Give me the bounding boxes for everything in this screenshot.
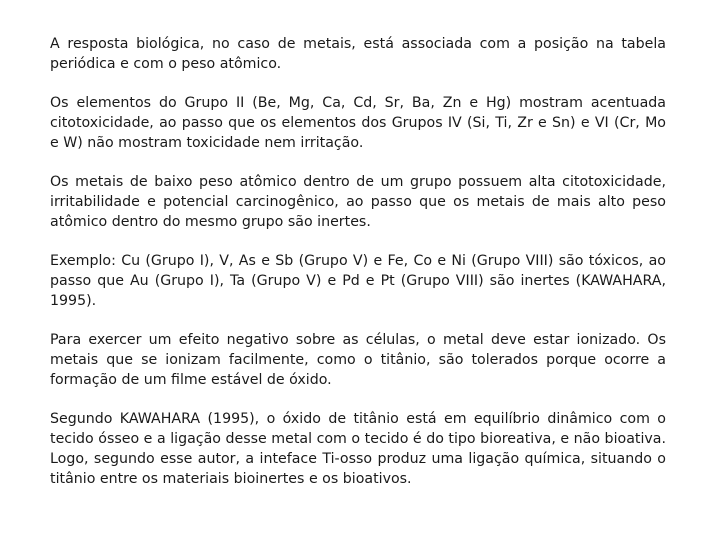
paragraph-metal-biological-response: A resposta biológica, no caso de metais, está associada com a posição na tabela periódica e com o peso atômico. [50,36,666,72]
paragraph-ionization: Para exercer um efeito negativo sobre as células, o metal deve estar ionizado. Os metais que se ionizam facilmente, como o titânio, são tolerados porque ocorre a formação de um filme estável de óxido. [50,332,666,388]
paragraph-group-cytotoxicity: Os elementos do Grupo II (Be, Mg, Ca, Cd, Sr, Ba, Zn e Hg) mostram acentuada citotoxicidade, ao passo que os elementos dos Grupos IV (Si, Ti, Zr e Sn) e VI (Cr, Mo e W) não mostram toxicidade nem irritação. [50,95,666,151]
document-body [50,34,666,489]
paragraph-example: Exemplo: Cu (Grupo I), V, As e Sb (Grupo V) e Fe, Co e Ni (Grupo VIII) são tóxicos, ao passo que Au (Grupo I), Ta (Grupo V) e Pd e Pt (Grupo VIII) são inertes (KAWAHARA, 1995). [50,253,666,309]
paragraph-titanium-oxide: Segundo KAWAHARA (1995), o óxido de titânio está em equilíbrio dinâmico com o tecido ósseo e a ligação desse metal com o tecido é do tipo bioreativa, e não bioativa. Logo, segundo esse autor, a inteface Ti-osso produz uma ligação química, situando o titânio entre os materiais bioinertes e os bioativos. [50,411,666,487]
paragraph-atomic-weight: Os metais de baixo peso atômico dentro de um grupo possuem alta citotoxicidade, irritabilidade e potencial carcinogênico, ao passo que os metais de mais alto peso atômico dentro do mesmo grupo são inertes. [50,174,666,230]
